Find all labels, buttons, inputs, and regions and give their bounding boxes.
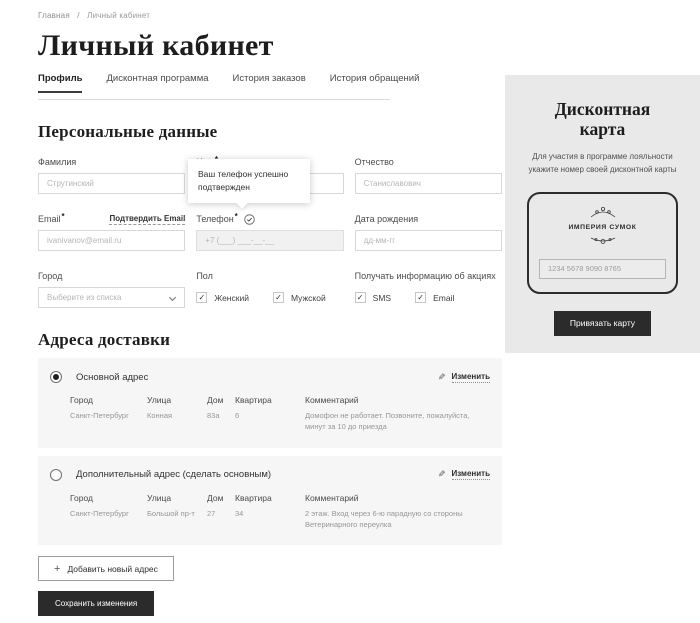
plus-icon: +	[54, 562, 61, 575]
tab-profile[interactable]: Профиль	[38, 73, 82, 93]
lastname-label: Фамилия	[38, 157, 77, 167]
birthdate-input[interactable]	[355, 230, 502, 251]
phone-verified-icon	[244, 214, 255, 225]
page-title: Личный кабинет	[38, 29, 274, 62]
address-card-primary	[38, 358, 502, 448]
promo-label: Получать информацию об акциях	[354, 271, 496, 281]
edit-address-button[interactable]: ✎ Изменить	[437, 469, 490, 479]
email-input[interactable]	[38, 230, 185, 251]
promo-email-checkbox[interactable]: ✓ Email	[415, 292, 454, 303]
value-apartment: 34	[235, 508, 244, 518]
col-street: Улица	[147, 395, 172, 405]
checkbox-checked-icon: ✓	[415, 292, 426, 303]
col-apartment: Квартира	[235, 492, 272, 503]
promo-field	[355, 270, 502, 308]
tab-request-history[interactable]: История обращений	[329, 73, 420, 84]
value-street: Большой пр-т	[147, 508, 195, 518]
main-column	[38, 0, 502, 616]
chevron-down-icon	[169, 294, 176, 301]
city-select[interactable]	[38, 287, 185, 308]
city-select-placeholder: Выберите из списка	[47, 293, 122, 302]
address-title: Основной адрес	[76, 371, 149, 383]
breadcrumb-home[interactable]: Главная	[38, 11, 70, 20]
card-number-input[interactable]	[539, 259, 666, 279]
promo-sms-checkbox[interactable]: ✓ SMS	[355, 292, 391, 303]
lastname-field	[38, 156, 185, 194]
gender-female-checkbox[interactable]: ✓ Женский	[196, 292, 249, 303]
breadcrumb-separator: /	[77, 11, 80, 20]
value-comment: 2 этаж. Вход через 6-ю парадную со стороны Ветеринарного переулка	[305, 508, 463, 529]
col-house: Дом	[207, 492, 224, 503]
middlename-label: Отчество	[354, 157, 394, 167]
address-title: Дополнительный адрес (сделать основным)	[76, 469, 272, 480]
col-city: Город	[70, 395, 93, 405]
value-house: 83а	[207, 411, 220, 420]
birthdate-field	[355, 213, 502, 251]
phone-label: Телефон	[196, 214, 234, 224]
add-address-button[interactable]: + Добавить новый адрес	[38, 556, 174, 581]
tab-discount-program[interactable]: Дисконтная программа	[106, 73, 209, 84]
tab-order-history[interactable]: История заказов	[232, 73, 306, 84]
gender-male-checkbox[interactable]: ✓ Мужской	[273, 292, 326, 303]
col-city: Город	[70, 492, 93, 503]
brand-name: ИМПЕРИЯ СУМОК	[568, 223, 637, 231]
birthdate-label: Дата рождения	[354, 214, 419, 224]
bind-card-button[interactable]: Привязать карту	[554, 311, 651, 336]
pencil-icon: ✎	[437, 371, 446, 382]
address-table	[70, 493, 490, 531]
phone-input[interactable]	[196, 230, 343, 251]
value-house: 27	[207, 508, 216, 518]
edit-address-button[interactable]: ✎ Изменить	[437, 371, 490, 382]
checkbox-checked-icon: ✓	[196, 292, 207, 303]
gender-field	[196, 270, 343, 308]
col-house: Дом	[207, 395, 224, 405]
phone-field	[196, 213, 343, 251]
required-mark: *	[61, 211, 65, 221]
gender-label: Пол	[196, 271, 213, 281]
checkbox-checked-icon: ✓	[273, 292, 284, 303]
save-changes-button[interactable]: Сохранить изменения	[38, 591, 154, 616]
personal-data-heading: Персональные данные	[38, 122, 218, 141]
col-street: Улица	[147, 492, 172, 503]
col-apartment: Квартира	[235, 395, 272, 405]
col-comment: Комментарий	[305, 492, 359, 503]
discount-card-preview	[527, 192, 678, 294]
address-card-secondary	[38, 456, 502, 546]
value-apartment: 6	[235, 411, 240, 420]
address-radio-unselected[interactable]	[50, 469, 62, 481]
discount-card-panel	[505, 75, 700, 353]
pencil-icon: ✎	[437, 469, 446, 479]
brand-flourish-icon	[588, 232, 618, 250]
middlename-field	[355, 156, 502, 194]
city-label: Город	[38, 271, 63, 281]
email-field	[38, 213, 185, 251]
brand-crown-icon	[586, 205, 620, 223]
middlename-input[interactable]	[355, 173, 502, 194]
discount-card-description: Для участия в программе лояльности укажите номер своей дисконтной карты	[528, 152, 677, 175]
email-label: Email	[38, 214, 61, 224]
value-street: Конная	[147, 411, 173, 420]
col-comment: Комментарий	[305, 395, 359, 405]
value-comment: Домофон не работает. Позвоните, пожалуйста, минут за 10 до приезда	[305, 411, 470, 432]
required-mark: *	[234, 211, 238, 221]
phone-confirmed-tooltip: Ваш телефон успешно подтвержден	[188, 159, 310, 203]
city-field	[38, 270, 185, 308]
value-city: Санкт-Петербург	[70, 508, 129, 518]
breadcrumb	[38, 11, 502, 20]
confirm-email-link[interactable]: Подтвердить Email	[109, 213, 186, 223]
discount-card-title: Дисконтная карта	[554, 99, 651, 140]
lastname-input[interactable]	[38, 173, 185, 194]
address-radio-selected[interactable]	[50, 371, 62, 383]
address-table	[70, 395, 490, 433]
addresses-heading: Адреса доставки	[38, 330, 171, 349]
tab-bar	[38, 73, 502, 100]
breadcrumb-current: Личный кабинет	[87, 11, 151, 20]
value-city: Санкт-Петербург	[70, 411, 129, 420]
checkbox-checked-icon: ✓	[355, 292, 366, 303]
